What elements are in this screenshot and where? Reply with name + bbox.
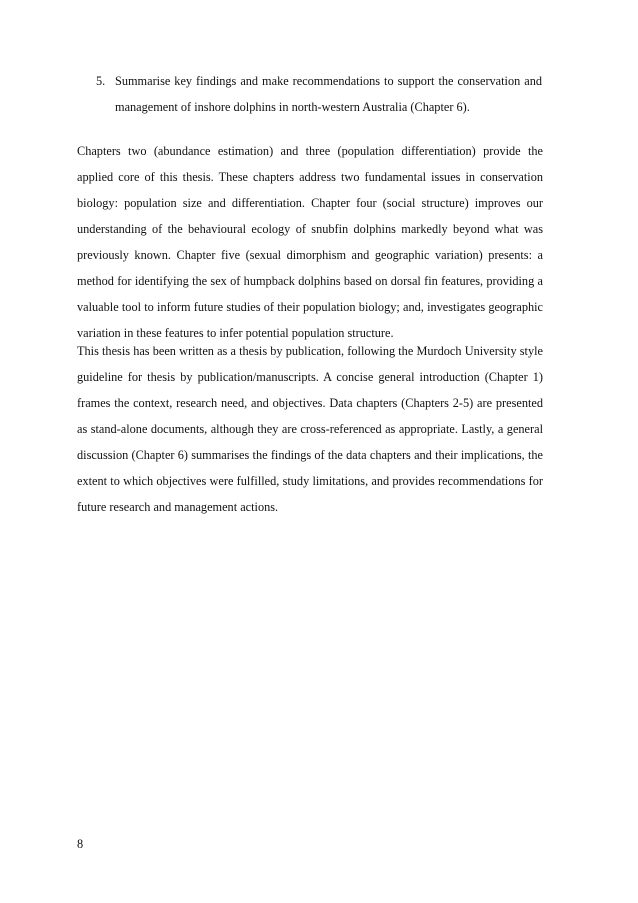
numbered-list-item: [96, 68, 542, 120]
page-number: 8: [77, 837, 84, 851]
body-paragraph-thesis-format: This thesis has been written as a thesis by publication, following the Murdoch University style guideline for thesis by publication/manuscripts. A concise general introduction (Chapter 1) frames the context, research need, and objectives. Data chapters (Chapters 2-5) are presented as stand-alone documents, although they are cross-referenced as appropriate. Lastly, a general discussion (Chapter 6) summarises the findings of the data chapters and their implications, the extent to which objectives were fulfilled, study limitations, and provides recommendations for future research and management actions.: [77, 344, 543, 514]
body-paragraph-chapters: Chapters two (abundance estimation) and three (population differentiation) provide the applied core of this thesis. These chapters address two fundamental issues in conservation biology: population size and differentiation. Chapter four (social structure) improves our understanding of the behavioural ecology of snubfin dolphins markedly beyond what was previously known. Chapter five (sexual dimorphism and geographic variation) presents: a method for identifying the sex of humpback dolphins based on dorsal fin features, providing a valuable tool to inform future studies of their population biology; and, investigates geographic variation in these features to infer potential population structure.: [77, 144, 543, 340]
list-item-number: 5.: [96, 74, 106, 88]
list-item-text: Summarise key findings and make recommendations to support the conservation and management of inshore dolphins in north-western Australia (Chapter 6).: [115, 74, 542, 114]
